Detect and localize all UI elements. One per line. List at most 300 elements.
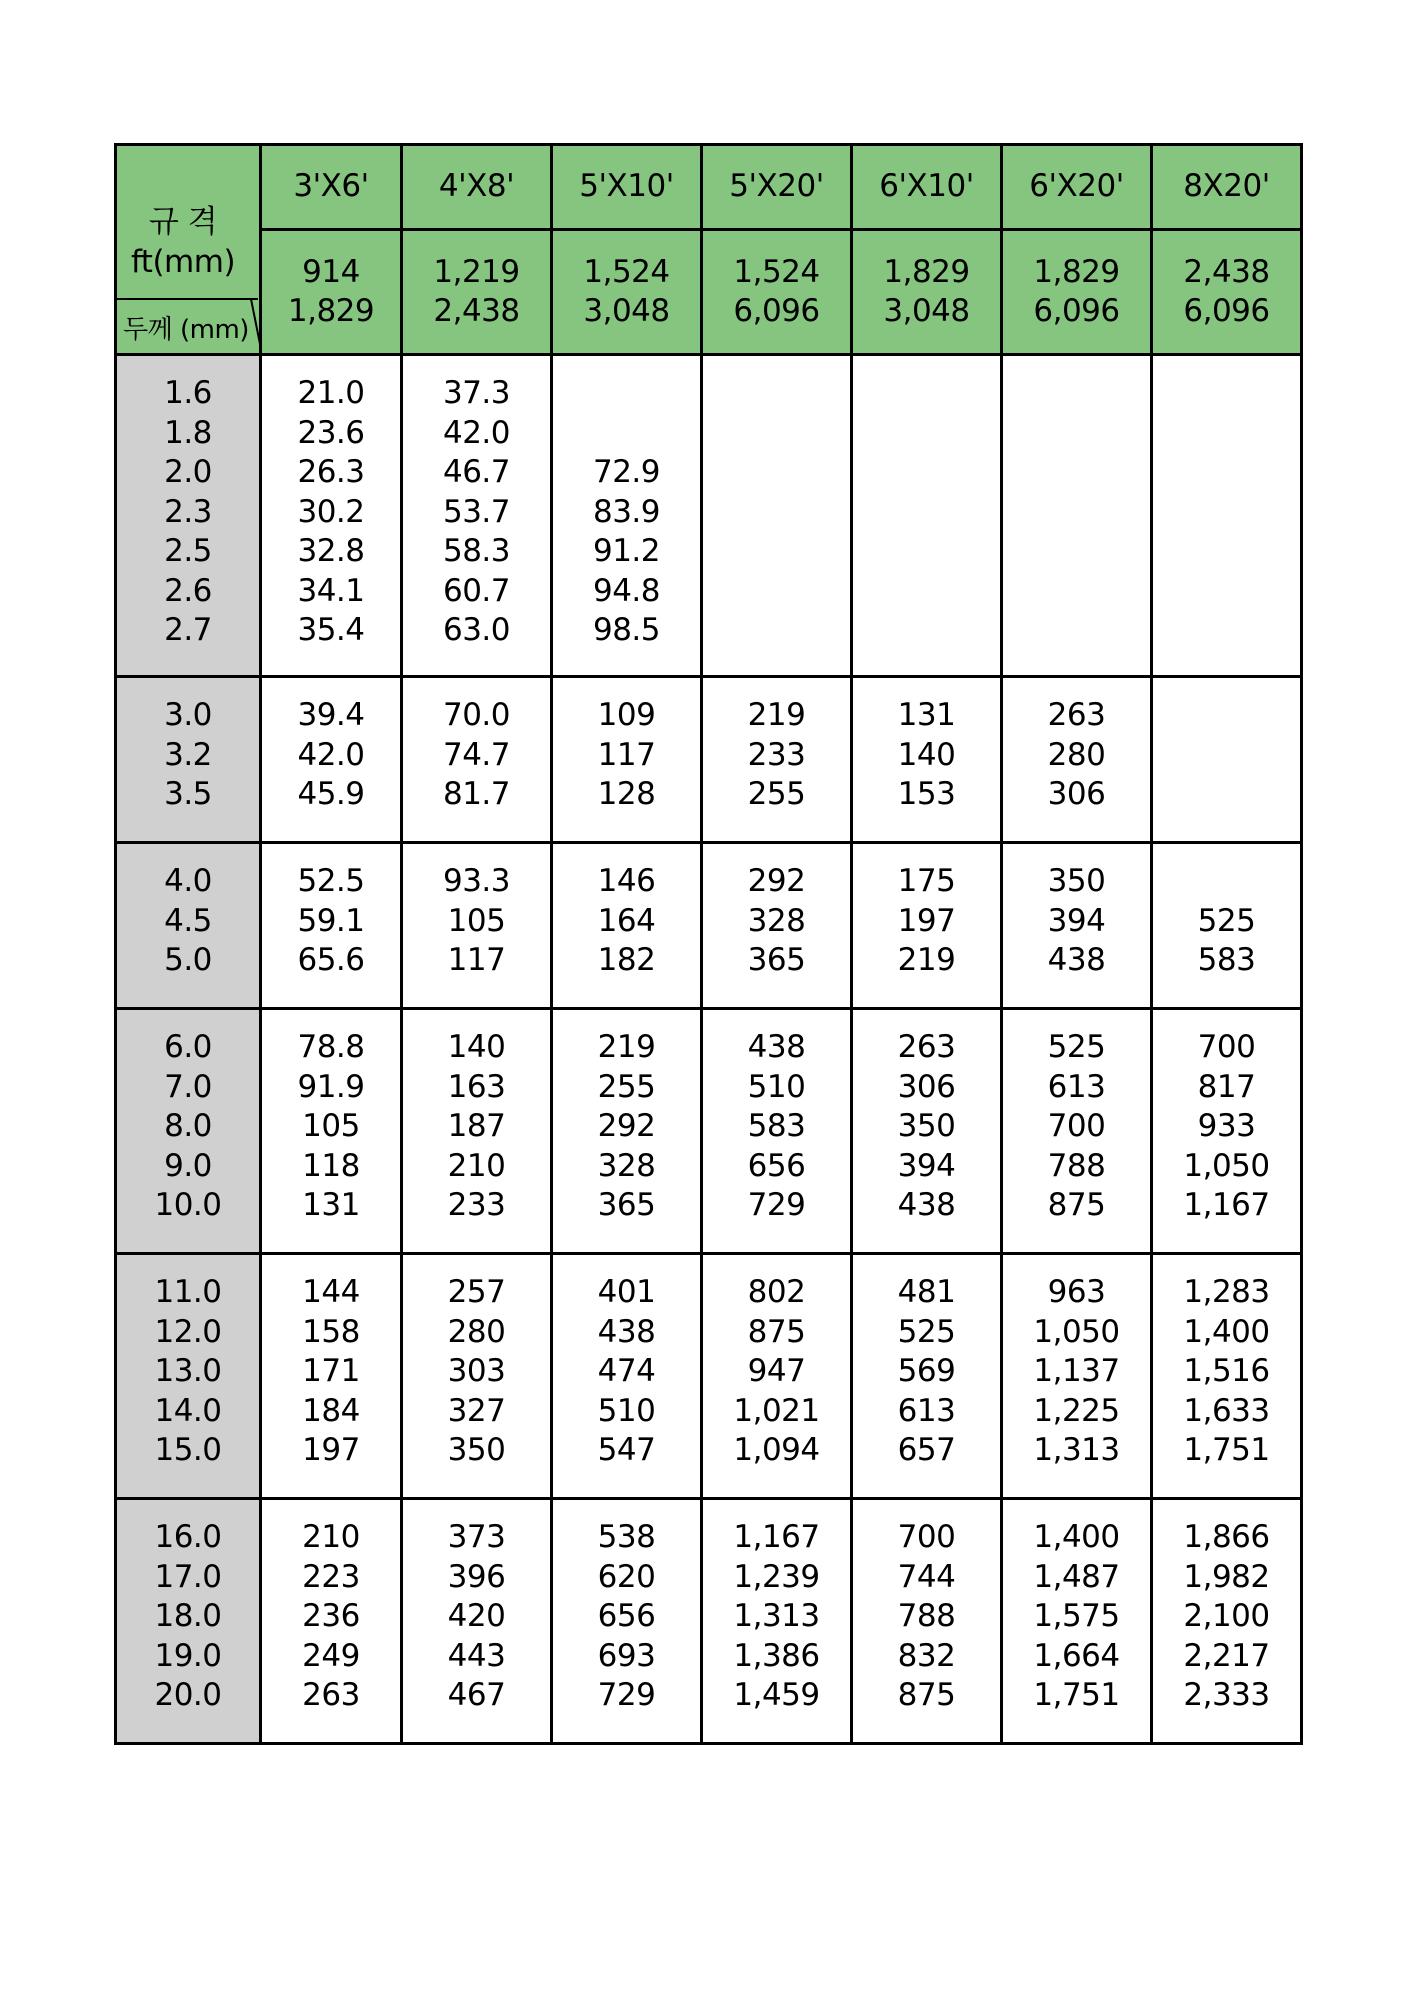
weight-value [1153,775,1300,815]
thickness-value: 4.0 [164,863,212,899]
weight-value: 802 [747,1274,806,1310]
weight-value: 328 [747,902,806,939]
thickness-value: 10.0 [154,1187,222,1223]
weight-value [1153,493,1300,533]
weight-value: 117 [447,942,506,978]
weight-value: 255 [597,1068,656,1105]
weight-value: 292 [747,863,806,899]
weight-value: 2,217 [1183,1637,1270,1674]
weight-value: 303 [447,1353,506,1389]
weight-value: 1,866 [1183,1519,1270,1555]
weight-cell [402,1254,552,1499]
weight-value [703,374,850,414]
column-header-mm [1002,230,1152,355]
thickness-cell [116,1499,261,1744]
weight-value: 328 [597,1147,656,1184]
weight-value: 131 [302,1187,360,1223]
weight-cell [852,1009,1002,1254]
column-header-mm [1152,230,1302,355]
weight-cell [702,355,852,677]
weight-value: 373 [447,1519,506,1555]
weight-value [853,611,1000,651]
weight-value: 74.7 [442,736,511,773]
weight-value: 657 [897,1432,956,1468]
weight-cell [1152,1254,1302,1499]
thickness-value: 11.0 [154,1274,222,1310]
thickness-group-row [116,1499,1302,1744]
weight-value [553,414,700,454]
weight-value: 117 [597,736,656,773]
column-header-mm [552,230,702,355]
weight-value: 933 [1197,1108,1256,1144]
weight-value: 467 [447,1677,506,1713]
thickness-value: 6.0 [164,1029,212,1065]
weight-value: 547 [597,1432,656,1468]
weight-value: 365 [747,942,806,978]
weight-value: 396 [447,1558,506,1595]
weight-value: 1,664 [1033,1637,1120,1674]
weight-cell [261,1499,402,1744]
weight-value: 26.3 [297,454,365,490]
weight-value: 365 [597,1187,656,1223]
weight-cell [402,843,552,1009]
thickness-value: 16.0 [154,1519,222,1555]
thickness-group-row [116,1009,1302,1254]
weight-value: 91.2 [592,533,661,569]
weight-value: 128 [597,776,656,812]
column-header-mm-value: 2,438 [433,293,520,329]
weight-value: 510 [747,1068,806,1105]
weight-value: 401 [597,1274,656,1310]
weight-value: 158 [302,1313,360,1350]
weight-value: 583 [1197,942,1256,978]
weight-cell [261,843,402,1009]
weight-value: 280 [447,1313,506,1350]
column-header-ft: 8X20' [1152,145,1302,230]
weight-cell [852,355,1002,677]
weight-value [853,532,1000,572]
weight-value [703,532,850,572]
weight-value: 197 [897,902,956,939]
weight-cell [552,1009,702,1254]
header-corner-cell [116,145,261,355]
weight-value [853,374,1000,414]
weight-value [553,374,700,414]
weight-cell [1002,1499,1152,1744]
weight-value: 1,516 [1183,1353,1270,1389]
thickness-group-row [116,677,1302,843]
weight-value: 233 [747,736,806,773]
weight-value: 438 [747,1029,806,1065]
weight-value: 569 [897,1353,956,1389]
column-header-mm-value: 1,524 [583,253,670,290]
weight-value: 42.0 [297,736,365,773]
weight-value: 1,137 [1033,1353,1120,1389]
weight-value: 292 [597,1108,656,1144]
weight-value: 187 [447,1108,506,1144]
weight-spec-table [114,143,1303,1745]
weight-value: 197 [302,1432,360,1468]
weight-cell [1002,677,1152,843]
thickness-value: 2.3 [164,493,212,530]
weight-value: 1,167 [733,1519,820,1555]
weight-value [853,572,1000,612]
weight-value: 153 [897,776,956,812]
weight-value: 263 [1047,697,1106,733]
weight-cell [702,1254,852,1499]
weight-cell [1002,843,1152,1009]
weight-value: 817 [1197,1068,1256,1105]
weight-cell [702,1499,852,1744]
column-header-ft: 6'X20' [1002,145,1152,230]
thickness-value: 5.0 [164,942,212,978]
column-header-mm [702,230,852,355]
weight-value: 140 [897,736,956,773]
weight-value [703,611,850,651]
column-header-mm-value: 1,524 [733,253,820,290]
weight-value: 144 [302,1274,360,1310]
column-header-ft: 5'X20' [702,145,852,230]
weight-value: 109 [597,697,656,733]
weight-cell [402,355,552,677]
weight-value: 620 [597,1558,656,1595]
weight-value: 1,239 [733,1558,820,1595]
weight-cell [1002,355,1152,677]
weight-value: 538 [597,1519,656,1555]
weight-value [1153,736,1300,776]
weight-value: 184 [302,1392,360,1429]
weight-cell [552,355,702,677]
thickness-value: 2.0 [164,454,212,490]
weight-value: 1,400 [1183,1313,1270,1350]
weight-value: 700 [1047,1108,1106,1144]
weight-value: 1,982 [1183,1558,1270,1595]
weight-value: 438 [897,1187,956,1223]
weight-value: 175 [897,863,956,899]
weight-value: 58.3 [442,533,511,569]
weight-cell [1002,1009,1152,1254]
weight-value: 1,751 [1033,1677,1120,1713]
weight-value: 693 [597,1637,656,1674]
thickness-value: 12.0 [154,1313,222,1350]
column-header-mm-value: 3,048 [583,293,670,329]
weight-value [1003,611,1150,651]
thickness-value: 18.0 [154,1598,222,1634]
weight-value: 2,100 [1183,1598,1270,1634]
weight-cell [552,1499,702,1744]
weight-value: 525 [1047,1029,1106,1065]
thickness-value: 4.5 [164,902,212,939]
weight-value [1153,862,1300,902]
weight-cell [402,677,552,843]
weight-value [1003,374,1150,414]
weight-value: 613 [1047,1068,1106,1105]
weight-cell [1152,677,1302,843]
weight-value: 744 [897,1558,956,1595]
thickness-value: 13.0 [154,1353,222,1389]
column-header-mm-value: 1,829 [883,253,970,290]
weight-value: 30.2 [297,493,365,530]
column-header-mm-value: 1,219 [433,253,520,290]
weight-value: 327 [447,1392,506,1429]
weight-value: 394 [897,1147,956,1184]
weight-value: 91.9 [297,1068,365,1105]
weight-value: 525 [897,1313,956,1350]
weight-value [1153,453,1300,493]
weight-value: 656 [747,1147,806,1184]
weight-value [1003,572,1150,612]
weight-value: 947 [747,1353,806,1389]
weight-value: 98.5 [592,612,661,648]
thickness-value: 3.0 [164,697,212,733]
weight-value: 510 [597,1392,656,1429]
weight-value: 255 [747,776,806,812]
column-header-mm-value: 6,096 [1183,293,1270,329]
weight-value: 474 [597,1353,656,1389]
weight-value: 350 [1047,863,1106,899]
weight-value: 875 [897,1677,956,1713]
thickness-value: 20.0 [154,1677,222,1713]
weight-value: 1,313 [1033,1432,1120,1468]
column-header-ft: 3'X6' [261,145,402,230]
weight-value [1003,453,1150,493]
thickness-value: 2.6 [164,572,212,609]
weight-value: 1,400 [1033,1519,1120,1555]
weight-cell [702,677,852,843]
weight-value: 23.6 [297,414,365,451]
weight-cell [852,677,1002,843]
weight-value: 1,225 [1033,1392,1120,1429]
weight-value: 219 [597,1029,656,1065]
thickness-value: 14.0 [154,1392,222,1429]
weight-value: 583 [747,1108,806,1144]
weight-value [853,493,1000,533]
weight-value: 700 [1197,1029,1256,1065]
weight-cell [702,1009,852,1254]
weight-value: 656 [597,1598,656,1634]
weight-value: 39.4 [297,697,365,733]
weight-value: 1,459 [733,1677,820,1713]
weight-value: 1,283 [1183,1274,1270,1310]
weight-value: 438 [1047,942,1106,978]
weight-value: 118 [302,1147,360,1184]
weight-value: 182 [597,942,656,978]
weight-value: 875 [747,1313,806,1350]
weight-value [1153,414,1300,454]
thickness-label: 두께 (mm) [123,315,249,345]
weight-value: 832 [897,1637,956,1674]
weight-value [703,572,850,612]
thickness-value: 3.2 [164,736,212,773]
weight-value [703,453,850,493]
weight-value: 37.3 [442,375,511,411]
weight-value [1153,696,1300,736]
weight-value: 223 [302,1558,360,1595]
weight-value [1153,532,1300,572]
weight-value [703,414,850,454]
weight-cell [1152,355,1302,677]
weight-cell [552,677,702,843]
weight-value: 131 [897,697,956,733]
thickness-value: 19.0 [154,1637,222,1674]
column-header-mm [402,230,552,355]
thickness-cell [116,1009,261,1254]
weight-cell [261,355,402,677]
weight-cell [852,1254,1002,1499]
weight-value: 219 [897,942,956,978]
thickness-cell [116,1254,261,1499]
weight-cell [852,843,1002,1009]
weight-value: 233 [447,1187,506,1223]
weight-value: 236 [302,1598,360,1634]
weight-value: 613 [897,1392,956,1429]
thickness-value: 7.0 [164,1068,212,1105]
spec-label: 규 격 [148,204,218,240]
weight-value: 65.6 [297,942,365,978]
weight-value: 105 [302,1108,360,1144]
weight-value: 788 [1047,1147,1106,1184]
weight-value: 280 [1047,736,1106,773]
weight-value: 146 [597,863,656,899]
weight-value: 1,094 [733,1432,820,1468]
column-header-mm [261,230,402,355]
weight-value: 2,333 [1183,1677,1270,1713]
weight-value: 729 [597,1677,656,1713]
weight-cell [1002,1254,1152,1499]
thickness-value: 2.5 [164,533,212,569]
weight-cell [702,843,852,1009]
weight-value: 443 [447,1637,506,1674]
weight-value: 35.4 [297,612,365,648]
weight-cell [261,1009,402,1254]
thickness-value: 1.8 [164,414,212,451]
weight-value: 700 [897,1519,956,1555]
weight-cell [1152,843,1302,1009]
thickness-value: 1.6 [164,375,212,411]
weight-value: 163 [447,1068,506,1105]
weight-value: 78.8 [297,1029,365,1065]
weight-value [1153,572,1300,612]
weight-value: 875 [1047,1187,1106,1223]
column-header-ft: 4'X8' [402,145,552,230]
thickness-value: 3.5 [164,776,212,812]
thickness-value: 2.7 [164,612,212,648]
weight-value: 525 [1197,902,1256,939]
weight-value [853,414,1000,454]
weight-value: 350 [897,1108,956,1144]
weight-value [703,493,850,533]
weight-cell [402,1009,552,1254]
weight-value: 59.1 [297,902,365,939]
weight-value: 1,313 [733,1598,820,1634]
column-header-ft: 5'X10' [552,145,702,230]
weight-value: 438 [597,1313,656,1350]
weight-value: 164 [597,902,656,939]
weight-value: 420 [447,1598,506,1634]
weight-value: 72.9 [592,454,661,490]
thickness-group-row [116,843,1302,1009]
weight-value: 1,050 [1033,1313,1120,1350]
weight-value: 963 [1047,1274,1106,1310]
weight-value: 1,021 [733,1392,820,1429]
thickness-value: 8.0 [164,1108,212,1144]
weight-cell [552,1254,702,1499]
weight-cell [552,843,702,1009]
weight-value [1003,414,1150,454]
weight-value: 45.9 [297,776,365,812]
weight-value: 788 [897,1598,956,1634]
weight-value: 70.0 [442,697,511,733]
weight-value [1153,374,1300,414]
thickness-value: 9.0 [164,1147,212,1184]
weight-cell [852,1499,1002,1744]
weight-value: 1,633 [1183,1392,1270,1429]
weight-value: 306 [897,1068,956,1105]
weight-value: 350 [447,1432,506,1468]
thickness-cell [116,677,261,843]
column-header-mm [852,230,1002,355]
weight-value: 249 [302,1637,360,1674]
weight-value: 1,751 [1183,1432,1270,1468]
thickness-value: 15.0 [154,1432,222,1468]
weight-value: 171 [302,1353,360,1389]
column-header-mm-value: 914 [302,253,360,290]
thickness-cell [116,355,261,677]
weight-value [1153,611,1300,651]
column-header-mm-value: 6,096 [1033,293,1120,329]
weight-value: 1,386 [733,1637,820,1674]
weight-cell [261,677,402,843]
weight-value [1003,532,1150,572]
weight-value: 306 [1047,776,1106,812]
weight-value: 105 [447,902,506,939]
weight-value: 481 [897,1274,956,1310]
weight-value: 63.0 [442,612,511,648]
thickness-value: 17.0 [154,1558,222,1595]
weight-value: 21.0 [297,375,365,411]
column-header-mm-value: 3,048 [883,293,970,329]
weight-value: 1,167 [1183,1187,1270,1223]
weight-value: 729 [747,1187,806,1223]
thickness-group-row [116,355,1302,677]
thickness-group-row [116,1254,1302,1499]
column-header-mm-value: 6,096 [733,293,820,329]
weight-value: 1,050 [1183,1147,1270,1184]
column-header-ft: 6'X10' [852,145,1002,230]
weight-value [853,453,1000,493]
weight-value: 81.7 [442,776,511,812]
weight-value: 42.0 [442,414,511,451]
weight-value: 34.1 [297,572,365,609]
weight-cell [1152,1499,1302,1744]
column-header-mm-value: 2,438 [1183,253,1270,290]
weight-cell [261,1254,402,1499]
weight-value: 219 [747,697,806,733]
weight-value: 46.7 [442,454,511,490]
weight-value: 263 [302,1677,360,1713]
thickness-cell [116,843,261,1009]
weight-value: 32.8 [297,533,365,569]
column-header-mm-value: 1,829 [1033,253,1120,290]
weight-value: 263 [897,1029,956,1065]
weight-value: 140 [447,1029,506,1065]
weight-value: 94.8 [592,572,661,609]
weight-value: 83.9 [592,493,661,530]
weight-value: 394 [1047,902,1106,939]
weight-value: 210 [447,1147,506,1184]
column-header-mm-value: 1,829 [287,293,375,329]
weight-value: 1,487 [1033,1558,1120,1595]
